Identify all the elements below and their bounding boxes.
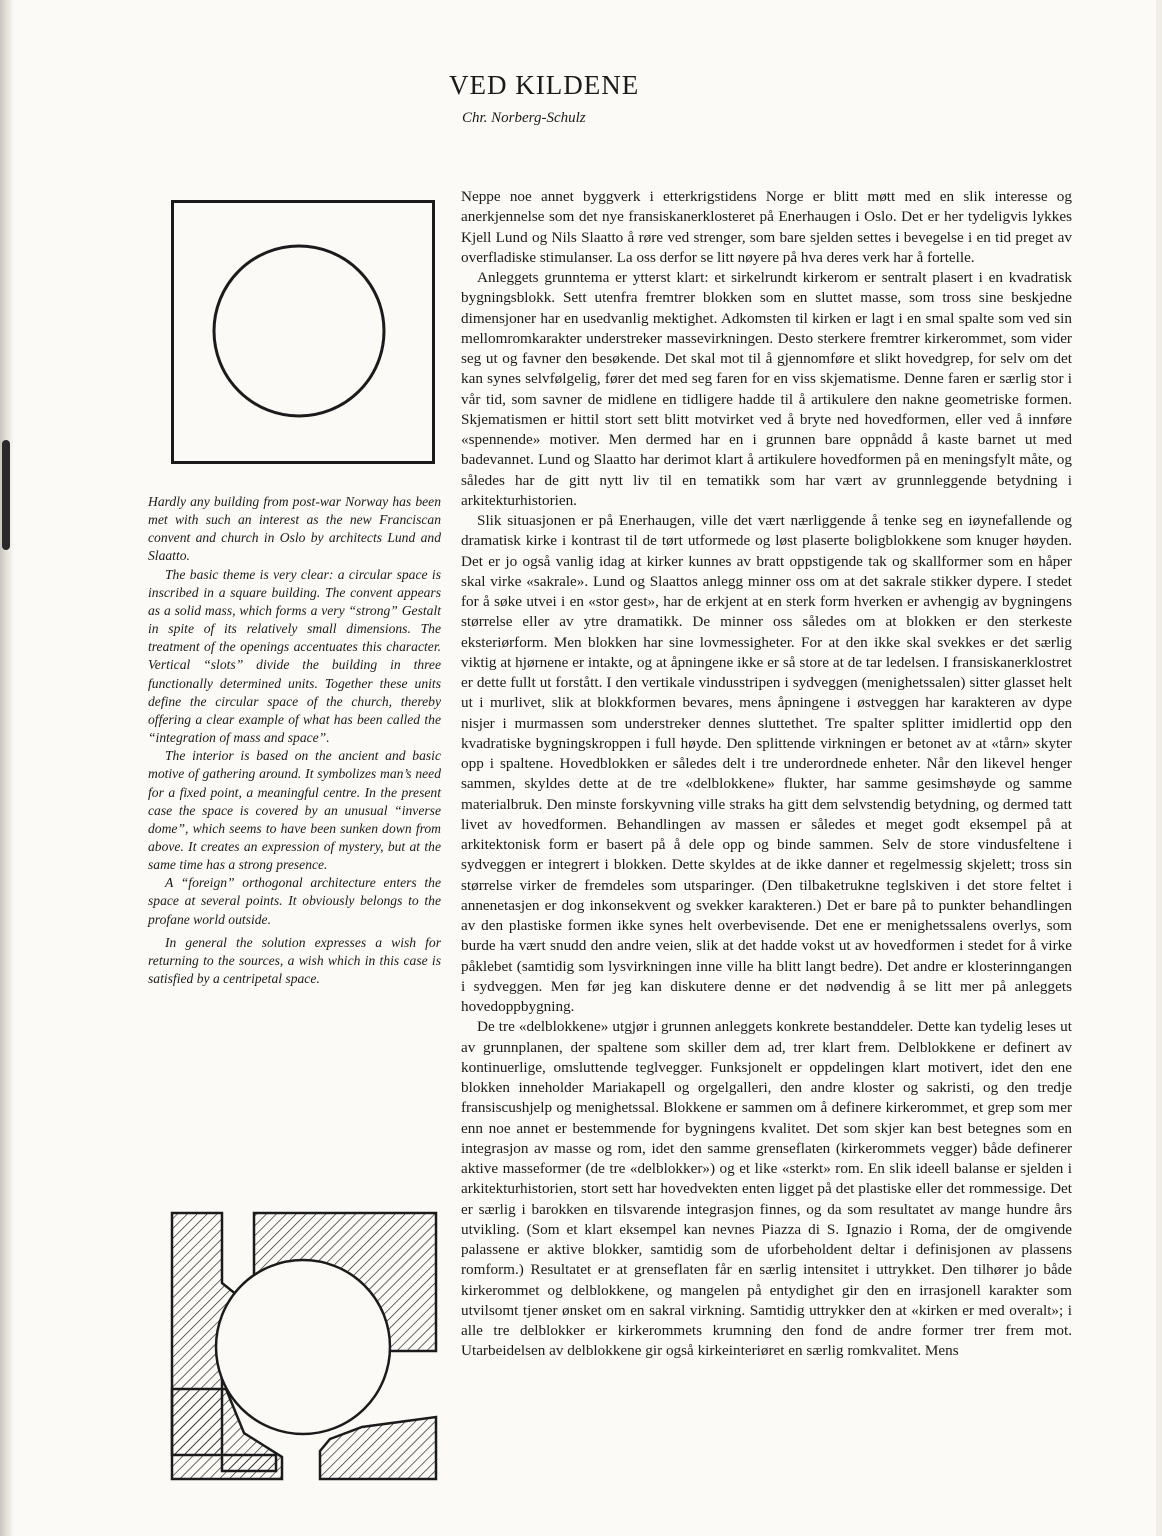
article-body	[461, 187, 1072, 1362]
top-right-block	[254, 1213, 436, 1351]
summary-paragraph: Hardly any building from post-war Norway has been met with such an interest as the new Franciscan convent and church in Oslo by architects Lund and Slaatto.	[148, 494, 441, 564]
summary-paragraph: In general the solution expresses a wish for returning to the sources, a wish which in this case is satisfied by a centripetal space.	[148, 934, 441, 987]
hatched-plan-figure	[170, 1211, 438, 1481]
body-paragraph: Anleggets grunntema er ytterst klart: et sirkelrundt kirkerom er sentralt plasert i en kvadratisk bygningsblokk. Sett utenfra fremtrer blokken som en sluttet masse, som tross sine beskjedne dimensjoner har en usedvanlig mektighet. Adkomsten til kirken er lagt i en smal spalte som ved sin mellomromkarakter understreker massevirkningen. Desto sterkere fremtrer kirkerommet, som vider seg ut og favner den besøkende. Det skal mot til å gjennomføre et slikt hovedgrep, for selv om det kan synes selvfølgelig, fører det med seg faren for en viss skjematisme. Denne faren er særlig stor i vår tid, som savner de midlene en tidligere hadde til å artikulere den nakne geometriske formen. Skjematismen er hittil stort sett blitt motvirket ved å bryte ned hovedformen, eller ved å innføre «spennende» motiver. Men dermed har en i grunnen bare oppnådd å kaste barnet ut med badevannet. Lund og Slaatto har derimot klart å artikulere hovedformen på en meningsfylt måte, og således har de gitt nytt liv til en tematikk som har vært av grunnleggende betydning i arkitekturhistorien.	[461, 269, 1072, 509]
square-outline	[173, 202, 434, 463]
summary-paragraph: The interior is based on the ancient and basic motive of gathering around. It symbolizes man’s need for a fixed point, a meaningful centre. In the present case the space is covered by an unusual “inverse dome”, which seems to have been sunken down from above. It creates an expression of mystery, but at the same time has a strong presence.	[148, 748, 441, 873]
article-title: VED KILDENE	[449, 70, 640, 100]
binding-clip	[2, 440, 10, 550]
body-paragraph: Neppe noe annet byggverk i etterkrigstidens Norge er blitt møtt med en slik interesse og anerkjennelse som det nye fransiskanerklosteret på Enerhaugen i Oslo. Det er her tydeligvis lykkes Kjell Lund og Nils Slaatto å røre ved strenger, som bare sjelden settes i bevegelse i en tid preget av overfladiske stimulanser. La oss derfor se litt nøyere på hva deres verk har å fortelle.	[461, 188, 1072, 266]
article-author: Chr. Norberg-Schulz	[462, 110, 586, 126]
bottom-left-block	[172, 1389, 282, 1479]
church-circle	[216, 1260, 390, 1434]
circle-in-square-figure	[171, 200, 435, 464]
summary-paragraph: A “foreign” orthogonal architecture enters the space at several points. It obviously belongs to the profane world outside.	[148, 875, 441, 927]
summary-paragraph: The basic theme is very clear: a circular space is inscribed in a square building. The convent appears as a solid mass, which forms a very “strong” Gestalt in spite of its relatively small dimensions. The treatment of the openings accentuates this character. Vertical “slots” divide the building in three functionally determined units. Together these units define the circular space of the church, thereby offering a clear example of what has been called the “integration of mass and space”.	[148, 566, 441, 746]
page-right-edge	[1156, 0, 1162, 1536]
circle-outline	[214, 246, 384, 416]
english-summary	[148, 493, 441, 988]
body-paragraph: Slik situasjonen er på Enerhaugen, ville det vært nærliggende å tenke seg en iøynefallende og dramatisk kirke i kontrast til de tørt utformede og løst plaserte boligblokkene som knuger høyden. Det er jo også vanlig idag at kirker kunnes av bratt oppstigende tak og skallformer som en håper skal virke «sakrale». Lund og Slaattos anlegg minner oss om at det sakrale stikker dypere. I stedet for å søke utvei i en «stor gest», har de erkjent at en sterk form hverken er avhengig av bygningens størrelse eller av ytre dramatikk. De minner oss således om at blokken er den sterkeste eksteriørform. Men blokken har sine lovmessigheter. For at den ikke skal svekkes er det særlig viktig at hjørnene er intakte, og at åpningene ikke er så store at de tar ledelsen. I fransiskanerklostret er dette fullt ut forstått. I den vertikale vindusstripen i sydveggen (menighetssalen) sitter glasset helt ut i murlivet, slik at blokkformen bevares, mens åpningene i østveggen har karakteren av dype nisjer i murmassen som understreker dennes sluttethet. Tre spalter splitter imidlertid opp den kvadratiske bygningskroppen i full høyde. Den splittende virkningen er betonet av at «tårn» skyter opp i spaltene. Hovedblokken er således delt i tre underordnede enheter. Når den likevel henger sammen, skyldes dette at de tre «delblokkene» flukter, har samme gesimshøyde og samme materialbruk. Den minste forskyvning ville straks ha gitt dem selvstendig betydning, og dermed tatt livet av hovedformen. Behandlingen av massen er således et meget godt eksempel på at arkitektonisk form er basert på å dele opp og binde sammen. Selv de store vindusfeltene i sydveggen er integrert i blokken. Dette skyldes at de ikke danner et regelmessig skjelett; tross sin størrelse virker de fremdeles som utsparinger. (Den tilbaketrukne teglskiven i det store feltet i annenetasjen er dog inkonsekvent og svekker karakteren.) Det er bare på to punkter behandlingen av den plastiske formen ikke synes helt overbevisende. Det ene er menighetssalens overlys, som burde ha vært snudd den andre veien, slik at det hadde vokst ut av hovedformen i stedet for å virke påklebet (samtidig som lysvirkningen inne ville ha blitt langt bedre). Det andre er klosterinngangen i sydveggen. Men før jeg kan diskutere denne er det nødvendig å se litt mer på anleggets hovedoppbygning.	[461, 512, 1072, 1015]
page-gutter-shadow	[0, 0, 14, 1536]
body-paragraph: De tre «delblokkene» utgjør i grunnen anleggets konkrete bestanddeler. Dette kan tydelig leses ut av grunnplanen, der spaltene som skiller dem ad, trer klart frem. Delblokkene er definert av kontinuerlige, omsluttende teglvegger. Funksjonelt er oppdelingen klart motivert, idet den ene blokken inneholder Mariakapell og orgelgalleri, den andre kloster og sakristi, og den tredje fransiscushjelp og menighetssal. Blokkene er sammen om å definere kirkerommet, et grep som mer enn noe annet er bestemmende for bygningens kvalitet. Det som skjer kan best betegnes som en integrasjon av masse og rom, idet den samme grenseflaten (kirkerommets vegger) både definerer aktive masseformer (de tre «delblokker») og et like «sterkt» rom. En slik ideell balanse er sjelden i arkitekturhistorien, stort sett har hovedvekten enten ligget på det plastiske eller det rommessige. Det er særlig i barokken en tilsvarende integrasjon finnes, og da som resultatet av mange hundre års utvikling. (Som et klart eksempel kan nevnes Piazza di S. Ignazio i Roma, der de omgivende palassene er aktive blokker, samtidig som de uforbeholdent deltar i definisjonen av plassens romform.) Resultatet er at grenseflaten får en særlig intensitet i uttrykket. Den tilhører jo både kirkerommet og delblokkene, og mangelen på entydighet gir den en irrasjonell karakter som utvilsomt tjener ønsket om en sakral virkning. Samtidig uttrykker den at «kirken er med overalt»; i alle tre delblokker er kirkerommets krumning den fond de andre former trer frem mot. Utarbeidelsen av delblokkene gir også kirkeinteriøret en særlig romkvalitet. Mens	[461, 1018, 1072, 1360]
